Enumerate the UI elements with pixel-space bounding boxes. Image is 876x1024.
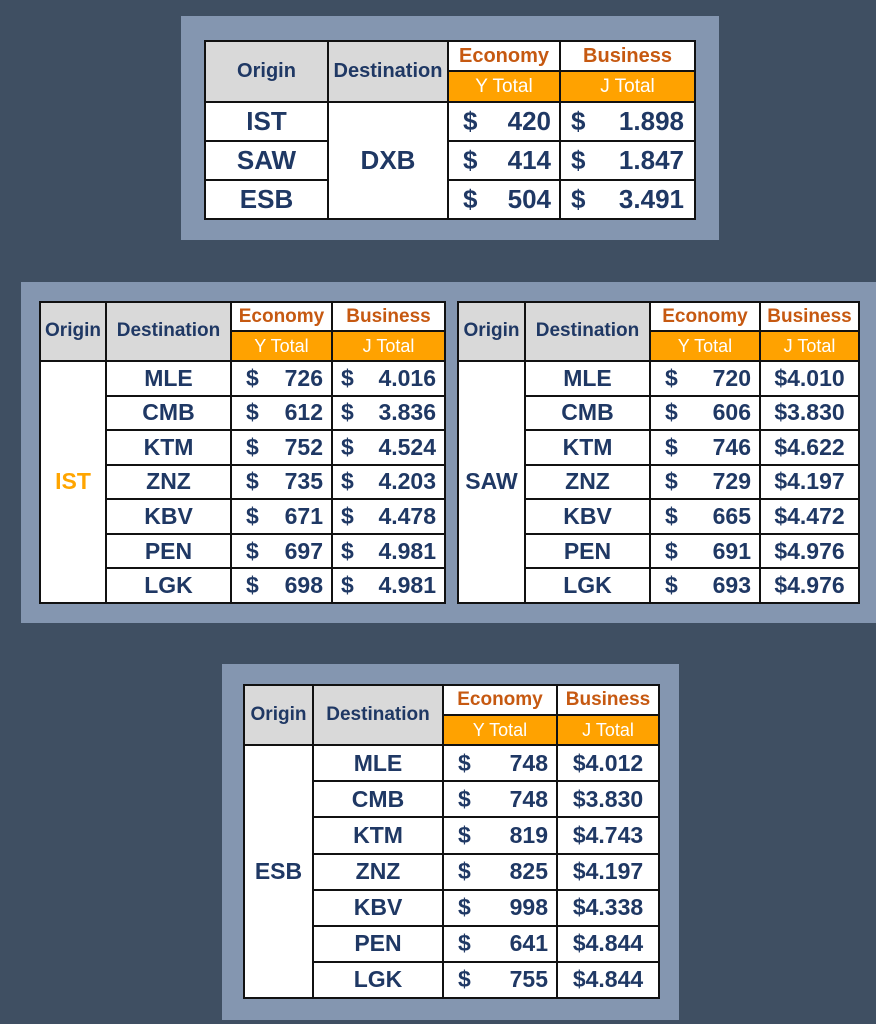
economy-cell (650, 568, 760, 603)
currency-symbol: $ (341, 399, 354, 426)
table-ist (39, 301, 446, 604)
economy-cell (231, 361, 332, 396)
destination-cell: CMB (313, 781, 443, 817)
header-y-total: Y Total (650, 331, 760, 360)
business-value: 1.898 (618, 106, 684, 136)
currency-symbol: $ (246, 537, 259, 564)
business-cell (332, 396, 445, 431)
economy-cell (650, 499, 760, 534)
economy-cell (231, 396, 332, 431)
destination-cell: PEN (106, 534, 231, 569)
destination-cell: PEN (313, 926, 443, 962)
table-row (458, 361, 859, 396)
table-esb (243, 684, 660, 999)
economy-cell (231, 499, 332, 534)
business-cell (332, 430, 445, 465)
economy-cell (443, 745, 557, 781)
business-cell (560, 102, 695, 141)
economy-cell (443, 890, 557, 926)
origin-cell: ESB (244, 745, 313, 998)
table-row (205, 102, 695, 141)
header-y-total: Y Total (443, 715, 557, 745)
economy-value: 420 (507, 106, 551, 136)
business-value: 1.847 (618, 145, 684, 175)
header-business: Business (332, 302, 445, 331)
table-row (40, 361, 445, 396)
economy-cell (231, 568, 332, 603)
business-value: 4.203 (378, 468, 436, 495)
economy-value: 726 (284, 364, 323, 391)
economy-cell (443, 926, 557, 962)
destination-cell: ZNZ (525, 465, 650, 500)
economy-cell (231, 534, 332, 569)
economy-value: 665 (712, 503, 751, 529)
economy-value: 697 (284, 537, 323, 564)
currency-symbol: $ (665, 537, 678, 564)
currency-symbol: $ (458, 966, 471, 993)
economy-cell (443, 781, 557, 817)
economy-value: 504 (507, 184, 551, 214)
header-y-total: Y Total (448, 71, 560, 102)
destination-cell: KTM (313, 817, 443, 853)
economy-cell (650, 430, 760, 465)
destination-cell: KBV (525, 499, 650, 534)
business-cell: $4.010 (760, 361, 859, 396)
business-cell (332, 361, 445, 396)
header-destination: Destination (106, 302, 231, 361)
business-cell: $3.830 (760, 396, 859, 431)
economy-value: 825 (509, 858, 548, 885)
origin-cell: IST (205, 102, 328, 141)
header-j-total: J Total (557, 715, 659, 745)
table-row (205, 180, 695, 219)
economy-value: 720 (712, 364, 751, 391)
destination-cell: PEN (525, 534, 650, 569)
destination-cell: ZNZ (106, 465, 231, 500)
currency-symbol: $ (458, 894, 471, 921)
destination-cell: KTM (106, 430, 231, 465)
economy-value: 729 (712, 468, 751, 495)
destination-cell: KTM (525, 430, 650, 465)
header-business: Business (760, 302, 859, 331)
origin-cell: SAW (458, 361, 525, 603)
header-origin: Origin (205, 41, 328, 102)
currency-symbol: $ (341, 572, 354, 599)
economy-value: 606 (712, 399, 751, 426)
header-j-total: J Total (332, 331, 445, 360)
business-cell: $4.012 (557, 745, 659, 781)
currency-symbol: $ (246, 572, 259, 599)
currency-symbol: $ (341, 364, 354, 391)
origin-cell: IST (40, 361, 106, 603)
currency-symbol: $ (571, 106, 586, 136)
currency-symbol: $ (571, 145, 586, 175)
table-dxb (204, 40, 696, 220)
economy-value: 748 (509, 785, 548, 812)
destination-cell: ZNZ (313, 854, 443, 890)
destination-cell: MLE (106, 361, 231, 396)
currency-symbol: $ (458, 821, 471, 848)
economy-cell (231, 465, 332, 500)
economy-cell (448, 102, 560, 141)
business-cell (560, 141, 695, 180)
business-cell (332, 568, 445, 603)
economy-cell (650, 534, 760, 569)
currency-symbol: $ (246, 433, 259, 460)
header-j-total: J Total (560, 71, 695, 102)
currency-symbol: $ (463, 106, 478, 136)
currency-symbol: $ (571, 184, 586, 214)
header-destination: Destination (313, 685, 443, 745)
header-y-total: Y Total (231, 331, 332, 360)
business-value: 4.478 (378, 503, 436, 529)
destination-cell: MLE (525, 361, 650, 396)
economy-value: 819 (509, 821, 548, 848)
business-cell: $4.338 (557, 890, 659, 926)
currency-symbol: $ (463, 184, 478, 214)
header-economy: Economy (443, 685, 557, 715)
economy-value: 641 (509, 930, 548, 957)
business-cell (332, 534, 445, 569)
business-cell: $4.472 (760, 499, 859, 534)
destination-cell: LGK (313, 962, 443, 998)
business-cell: $4.197 (760, 465, 859, 500)
economy-value: 698 (284, 572, 323, 599)
currency-symbol: $ (341, 433, 354, 460)
business-cell (560, 180, 695, 219)
economy-cell (448, 180, 560, 219)
currency-symbol: $ (665, 503, 678, 529)
destination-cell: LGK (106, 568, 231, 603)
business-cell: $4.197 (557, 854, 659, 890)
destination-cell: DXB (328, 102, 448, 219)
currency-symbol: $ (341, 503, 354, 529)
economy-value: 693 (712, 572, 751, 599)
header-j-total: J Total (760, 331, 859, 360)
economy-value: 998 (509, 894, 548, 921)
currency-symbol: $ (665, 399, 678, 426)
economy-value: 752 (284, 433, 323, 460)
destination-cell: CMB (525, 396, 650, 431)
header-economy: Economy (231, 302, 332, 331)
business-value: 3.491 (618, 184, 684, 214)
destination-cell: CMB (106, 396, 231, 431)
business-value: 4.524 (378, 433, 436, 460)
origin-cell: ESB (205, 180, 328, 219)
header-destination: Destination (328, 41, 448, 102)
economy-cell (650, 465, 760, 500)
economy-value: 755 (509, 966, 548, 993)
economy-value: 748 (509, 749, 548, 776)
destination-cell: LGK (525, 568, 650, 603)
currency-symbol: $ (665, 433, 678, 460)
header-origin: Origin (244, 685, 313, 745)
currency-symbol: $ (246, 503, 259, 529)
currency-symbol: $ (458, 858, 471, 885)
economy-cell (231, 430, 332, 465)
destination-cell: KBV (313, 890, 443, 926)
table-saw (457, 301, 860, 604)
header-destination: Destination (525, 302, 650, 361)
currency-symbol: $ (341, 468, 354, 495)
currency-symbol: $ (665, 364, 678, 391)
currency-symbol: $ (246, 364, 259, 391)
economy-cell (650, 396, 760, 431)
table-row (244, 745, 659, 781)
business-value: 4.981 (378, 537, 436, 564)
header-business: Business (560, 41, 695, 71)
business-cell: $3.830 (557, 781, 659, 817)
business-cell (332, 465, 445, 500)
business-value: 4.981 (378, 572, 436, 599)
business-value: 3.836 (378, 399, 436, 426)
destination-cell: MLE (313, 745, 443, 781)
economy-cell (443, 962, 557, 998)
business-value: 4.016 (378, 364, 436, 391)
business-cell: $4.844 (557, 962, 659, 998)
business-cell (332, 499, 445, 534)
currency-symbol: $ (463, 145, 478, 175)
economy-cell (443, 817, 557, 853)
currency-symbol: $ (458, 930, 471, 957)
currency-symbol: $ (458, 749, 471, 776)
currency-symbol: $ (246, 468, 259, 495)
economy-value: 414 (507, 145, 551, 175)
business-cell: $4.743 (557, 817, 659, 853)
business-cell: $4.976 (760, 568, 859, 603)
economy-cell (650, 361, 760, 396)
origin-cell: SAW (205, 141, 328, 180)
business-cell: $4.976 (760, 534, 859, 569)
economy-value: 735 (284, 468, 323, 495)
header-business: Business (557, 685, 659, 715)
header-origin: Origin (40, 302, 106, 361)
economy-value: 671 (284, 503, 323, 529)
table-row (205, 141, 695, 180)
economy-value: 691 (712, 537, 751, 564)
economy-cell (443, 854, 557, 890)
business-cell: $4.622 (760, 430, 859, 465)
economy-cell (448, 141, 560, 180)
economy-value: 612 (284, 399, 323, 426)
header-economy: Economy (650, 302, 760, 331)
header-origin: Origin (458, 302, 525, 361)
business-cell: $4.844 (557, 926, 659, 962)
currency-symbol: $ (246, 399, 259, 426)
economy-value: 746 (712, 433, 751, 460)
destination-cell: KBV (106, 499, 231, 534)
currency-symbol: $ (665, 468, 678, 495)
currency-symbol: $ (665, 572, 678, 599)
currency-symbol: $ (458, 785, 471, 812)
header-economy: Economy (448, 41, 560, 71)
currency-symbol: $ (341, 537, 354, 564)
